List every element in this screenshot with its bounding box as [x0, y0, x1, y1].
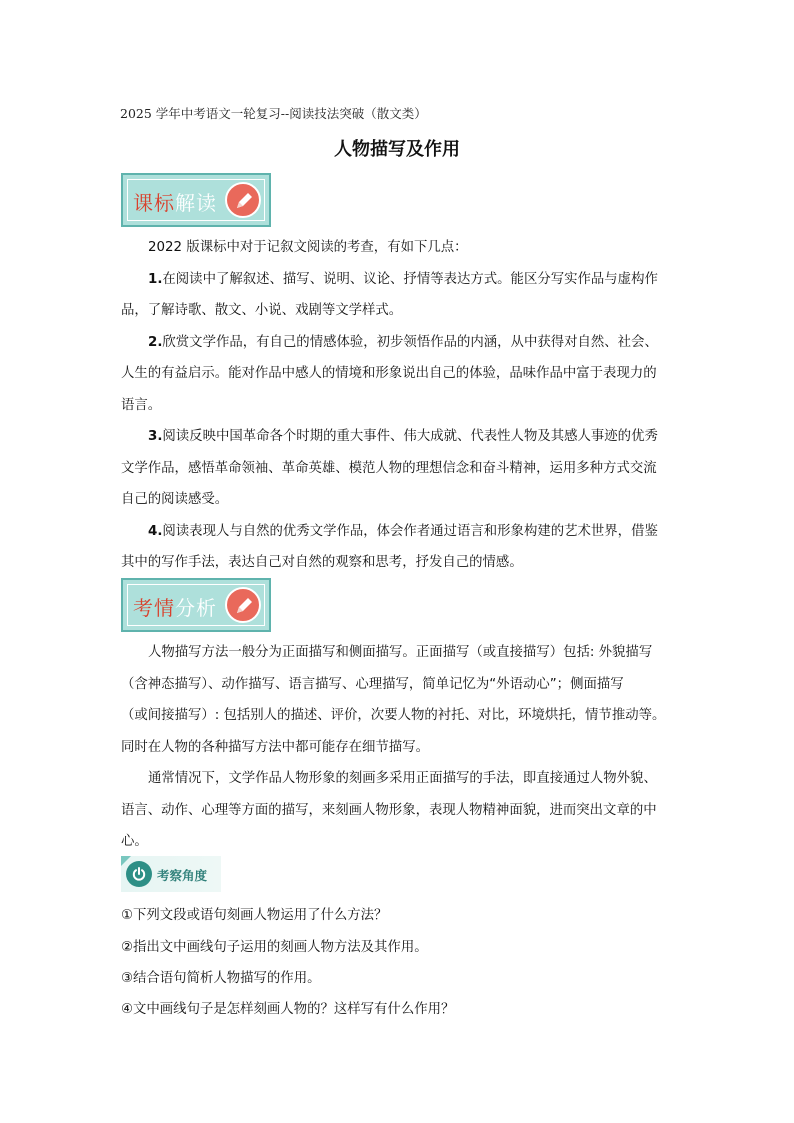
- banner-title-part1: 课标: [133, 191, 175, 215]
- document-subtitle: 2025 学年中考语文一轮复习--阅读技法突破（散文类）: [120, 106, 427, 121]
- document-title: 人物描写及作用: [334, 139, 460, 160]
- pencil-icon: [225, 587, 261, 623]
- curriculum-item-1-line-2: 品，了解诗歌、散文、小说、戏剧等文学样式。: [121, 303, 403, 318]
- item-text: 阅读反映中国革命各个时期的重大事件、伟大成就、代表性人物及其感人事迹的优秀: [162, 429, 658, 444]
- banner-title-part1: 考情: [133, 596, 175, 620]
- analysis-para1-line-1: 人物描写方法一般分为正面描写和侧面描写。正面描写（或直接描写）包括: 外貌描写: [148, 645, 653, 660]
- item-number: 2.: [148, 334, 163, 350]
- item-text: 欣赏文学作品，有自己的情感体验，初步领悟作品的内涵，从中获得对自然、社会、: [162, 334, 658, 350]
- analysis-para2-line-2: 语言、动作、心理等方面的描写，来刻画人物形象，表现人物精神面貌，进而突出文章的中: [121, 802, 657, 818]
- question-3: ③结合语句简析人物描写的作用。: [121, 971, 321, 986]
- curriculum-item-4-line-1: [121, 516, 681, 548]
- item-text: 在阅读中了解叙述、描写、说明、议论、抒情等表达方式。能区分写实作品与虚构作: [162, 271, 658, 287]
- curriculum-item-1-line-1: [121, 264, 681, 296]
- question-4: ④文中画线句子是怎样刻画人物的？这样写有什么作用？: [121, 1002, 455, 1017]
- analysis-para1-line-4: 同时在人物的各种描写方法中都可能存在细节描写。: [121, 739, 429, 755]
- curriculum-item-4-line-2: 其中的写作手法，表达自己对自然的观察和思考，抒发自己的情感。: [121, 555, 523, 570]
- curriculum-item-3-line-3: 自己的阅读感受。: [121, 492, 229, 507]
- item-number: 1.: [148, 271, 163, 287]
- pencil-icon: [225, 182, 261, 218]
- banner-title-part2: 解读: [175, 191, 217, 215]
- curriculum-item-2-line-2: 人生的有益启示。能对作品中感人的情境和形象说出自己的体验，品味作品中富于表现力的: [121, 366, 657, 381]
- banner-title-part2: 分析: [175, 596, 217, 620]
- question-1: ①下列文段或语句刻画人物运用了什么方法？: [121, 908, 388, 923]
- question-2: ②指出文中画线句子运用的刻画人物方法及其作用。: [121, 940, 428, 955]
- exam-analysis-banner: [121, 578, 271, 632]
- exam-angle-badge: [121, 856, 221, 892]
- analysis-para1-line-3: （或间接描写）: 包括别人的描述、评价，次要人物的衬托、对比，环境烘托，情节推动等。: [121, 708, 666, 723]
- curriculum-banner: [121, 173, 271, 227]
- banner-title: [133, 592, 217, 621]
- power-icon: [126, 861, 152, 887]
- analysis-para1-line-2: （含神态描写）、动作描写、语言描写、心理描写，简单记忆为“外语动心”；侧面描写: [121, 676, 624, 692]
- curriculum-section: [121, 232, 681, 579]
- item-number: 4.: [148, 523, 163, 539]
- banner-title: [133, 187, 217, 216]
- curriculum-intro: 2022 版课标中对于记叙文阅读的考查，有如下几点：: [148, 240, 468, 255]
- curriculum-item-3-line-1: [121, 421, 681, 453]
- curriculum-item-2-line-3: 语言。: [121, 397, 162, 413]
- item-number: 3.: [148, 429, 163, 444]
- curriculum-item-2-line-1: [121, 327, 681, 359]
- analysis-para2-line-1: 通常情况下，文学作品人物形象的刻画多采用正面描写的手法，即直接通过人物外貌、: [148, 771, 657, 786]
- item-text: 阅读表现人与自然的优秀文学作品，体会作者通过语言和形象构建的艺术世界，借鉴: [162, 523, 658, 539]
- curriculum-item-3-line-2: 文学作品，感悟革命领袖、革命英雄、模范人物的理想信念和奋斗精神，运用多种方式交流: [121, 460, 657, 476]
- exam-analysis-section: [121, 637, 681, 858]
- analysis-para2-line-3: 心。: [121, 834, 148, 849]
- badge-label: 考察角度: [157, 868, 208, 883]
